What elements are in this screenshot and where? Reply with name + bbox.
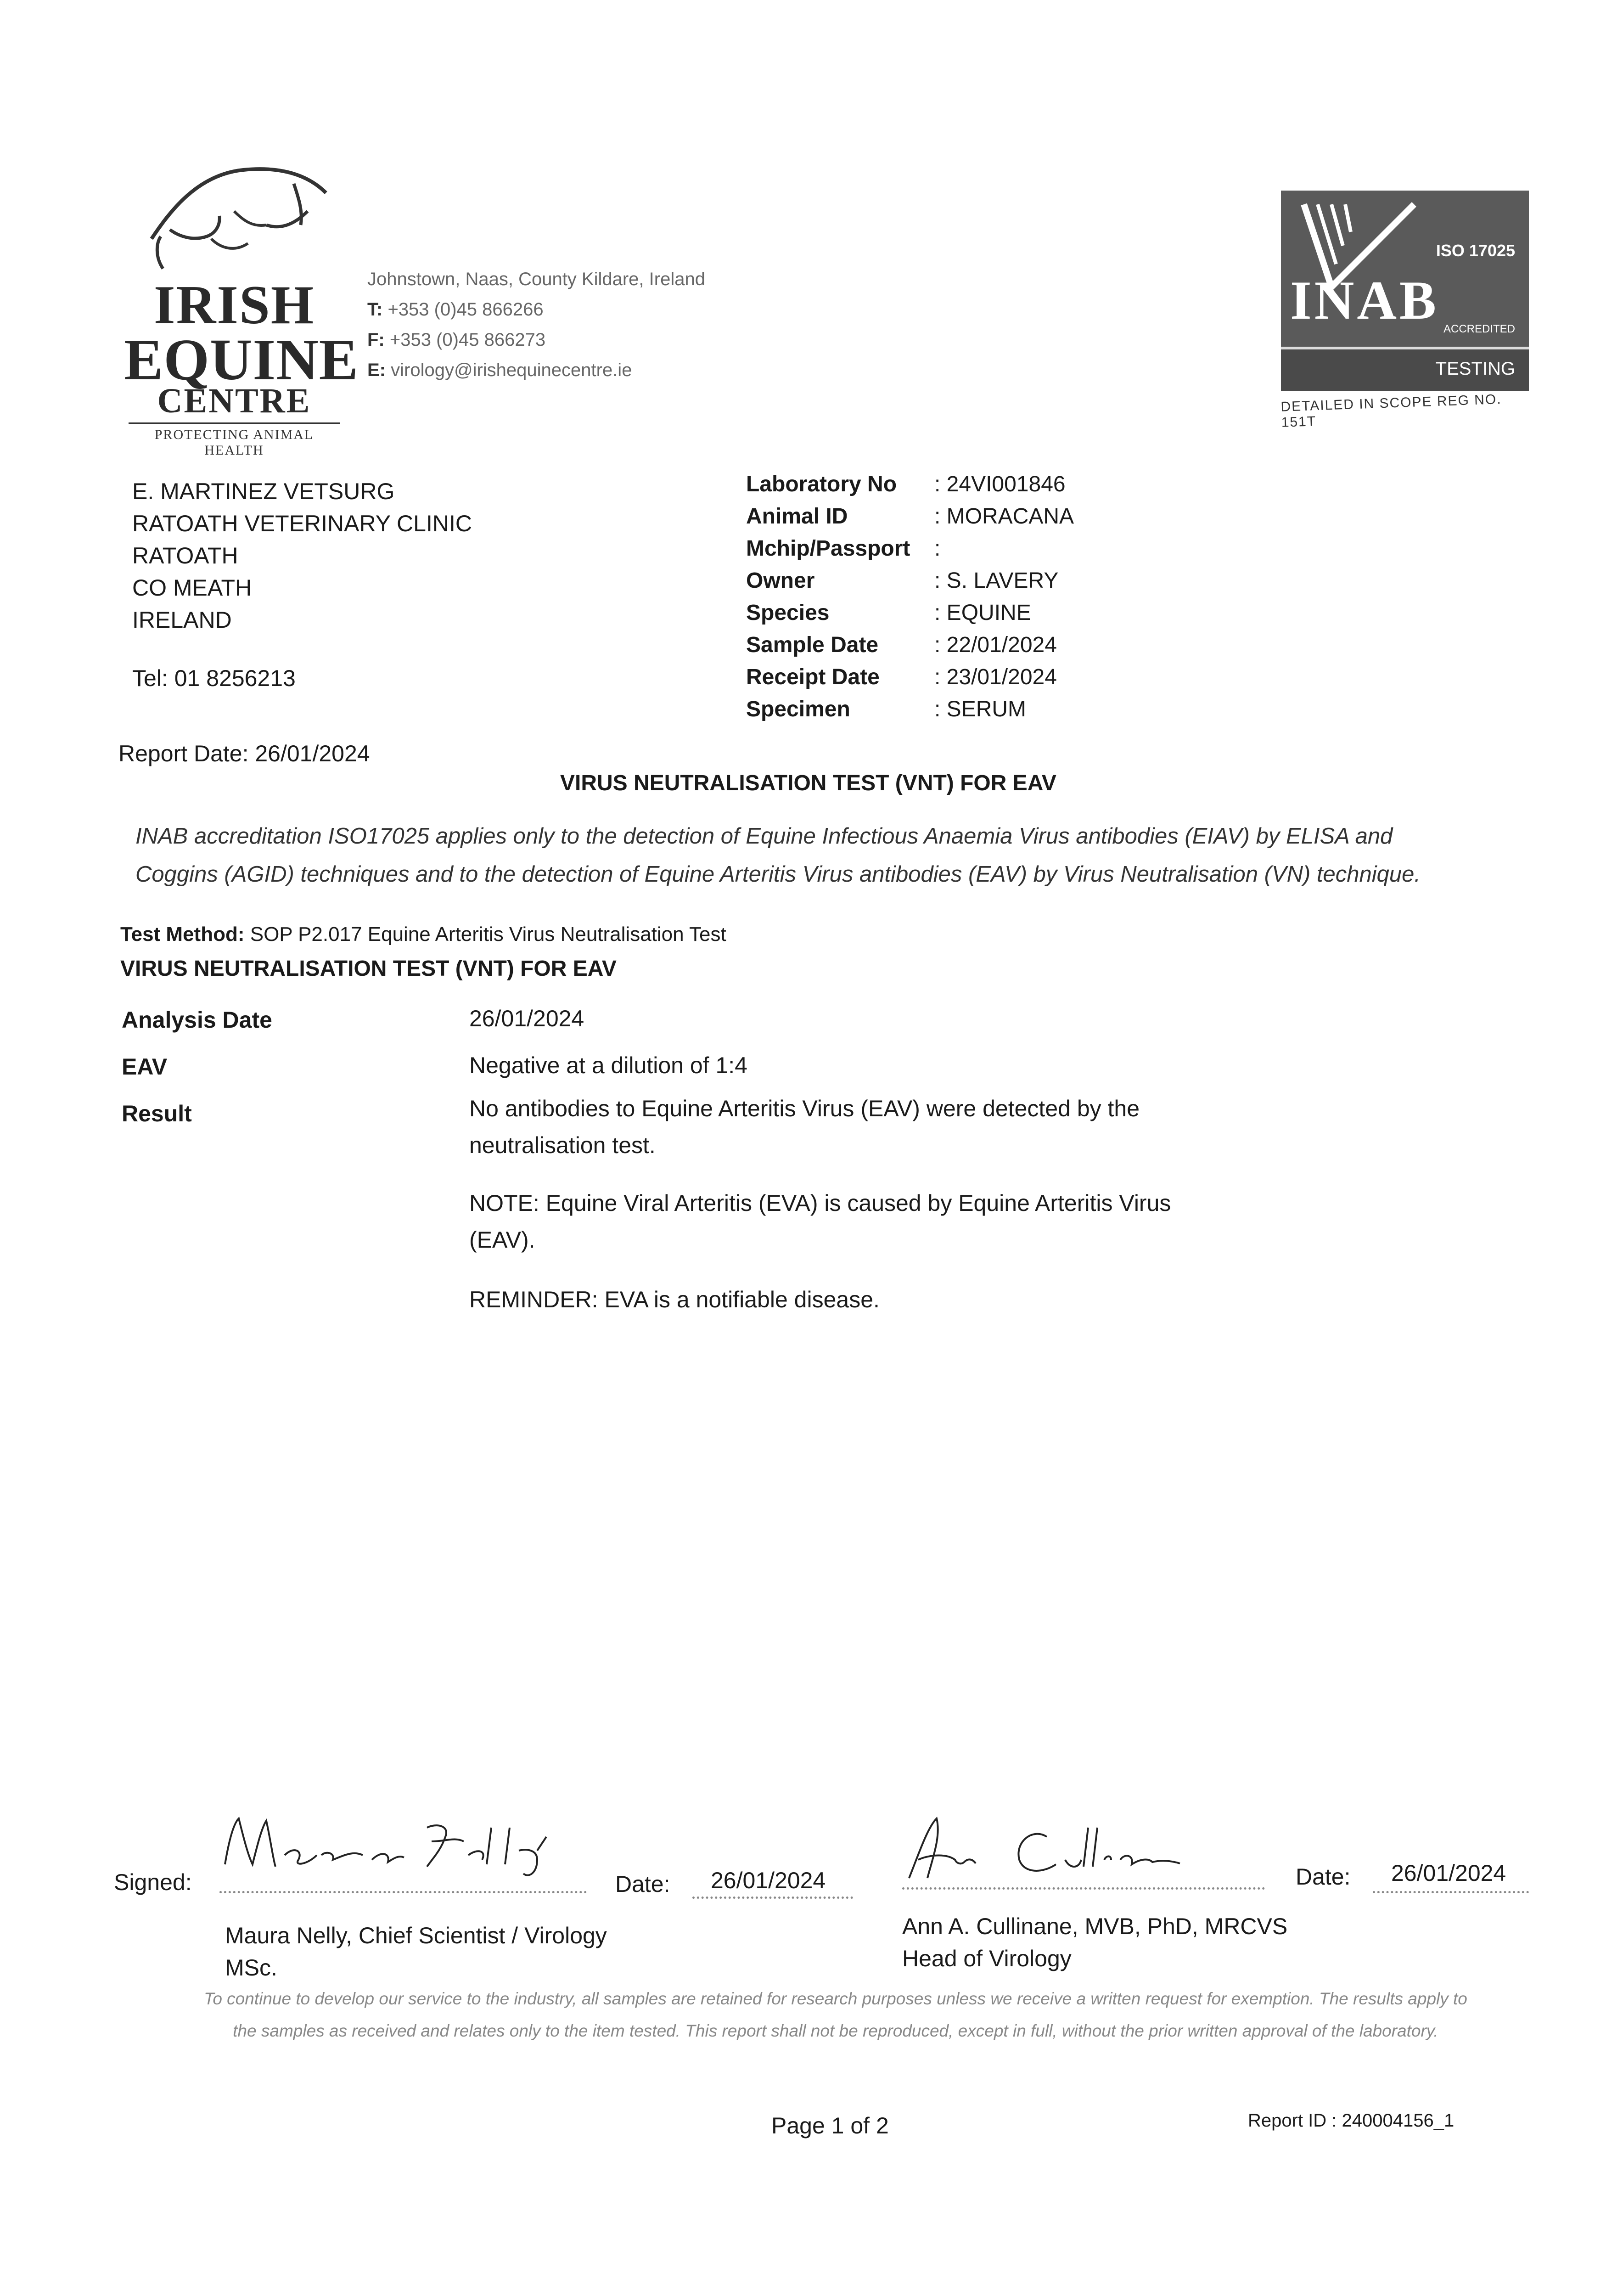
inab-testing-bar bbox=[1281, 347, 1529, 391]
contact-email bbox=[367, 355, 705, 385]
contact-phone bbox=[367, 294, 705, 325]
signature-ann-cullinane bbox=[900, 1809, 1258, 1887]
result-reminder: REMINDER: EVA is a notifiable disease. bbox=[469, 1287, 880, 1312]
address-line: IRELAND bbox=[132, 607, 232, 633]
logo-word-centre: CENTRE bbox=[157, 382, 311, 420]
irish-equine-centre-logo bbox=[124, 156, 359, 458]
report-id: Report ID : 240004156_1 bbox=[1248, 2110, 1455, 2131]
address-line: RATOATH VETERINARY CLINIC bbox=[132, 511, 472, 536]
lab-info-row bbox=[746, 661, 1074, 693]
lab-info-label: Laboratory No bbox=[746, 472, 897, 496]
signer-1 bbox=[225, 1919, 661, 1984]
signer-2-title: Head of Virology bbox=[902, 1946, 1072, 1971]
inab-accredited-label: ACCREDITED bbox=[1443, 323, 1515, 335]
result-value: No antibodies to Equine Arteritis Virus (EAV) were detected by the neutralisation test. bbox=[469, 1096, 1140, 1158]
contact-address: Johnstown, Naas, County Kildare, Ireland bbox=[367, 269, 705, 289]
logo-word-equine: EQUINE bbox=[124, 327, 359, 392]
email-value: virology@irishequinecentre.ie bbox=[391, 360, 632, 380]
email-label: E: bbox=[367, 360, 386, 380]
lab-info-value: : MORACANA bbox=[934, 504, 1074, 529]
address-line: E. MARTINEZ VETSURG bbox=[132, 478, 395, 504]
logo-tagline: PROTECTING ANIMAL HEALTH bbox=[154, 427, 314, 458]
contact-fax bbox=[367, 325, 705, 355]
signature-line-1 bbox=[219, 1891, 587, 1893]
analysis-date-label: Analysis Date bbox=[122, 1007, 272, 1033]
horse-head-icon bbox=[142, 156, 335, 276]
eav-label: EAV bbox=[122, 1054, 168, 1080]
lab-info-label: Mchip/Passport bbox=[746, 536, 910, 561]
lab-info-row bbox=[746, 468, 1074, 501]
signature-line-2 bbox=[902, 1887, 1265, 1890]
address-line: RATOATH bbox=[132, 543, 238, 568]
test-method bbox=[120, 923, 726, 946]
inab-badge-panel bbox=[1281, 191, 1529, 347]
address-line: CO MEATH bbox=[132, 575, 252, 601]
inab-brand: INAB bbox=[1290, 270, 1439, 331]
lab-info-table bbox=[746, 468, 1074, 726]
lab-info-row bbox=[746, 533, 1074, 565]
section-title: VIRUS NEUTRALISATION TEST (VNT) FOR EAV bbox=[120, 957, 617, 981]
contact-block bbox=[367, 264, 705, 385]
lab-info-value: : 24VI001846 bbox=[934, 472, 1066, 496]
disclaimer: To continue to develop our service to the industry, all samples are retained for research purposes unless we receive a written request for exemption. The results apply to the samples as received and relates only to the item tested. This report shall not be reproduced, except in full, without the prior written approval of the laboratory. bbox=[204, 1989, 1467, 2040]
test-method-value: SOP P2.017 Equine Arteritis Virus Neutralisation Test bbox=[250, 923, 726, 945]
lab-info-label: Species bbox=[746, 601, 830, 625]
lab-info-value: : 22/01/2024 bbox=[934, 633, 1057, 657]
inab-accreditation-badge bbox=[1281, 191, 1529, 388]
inab-testing-label: TESTING bbox=[1435, 359, 1515, 379]
lab-info-row bbox=[746, 629, 1074, 661]
lab-info-row bbox=[746, 501, 1074, 533]
fax-value: +353 (0)45 866273 bbox=[389, 330, 546, 350]
date-line-1 bbox=[692, 1896, 853, 1899]
signer-1-name: Maura Nelly, Chief Scientist / Virology bbox=[225, 1923, 607, 1948]
inab-accreditation-note: INAB accreditation ISO17025 applies only to the detection of Equine Infectious Anaemia Virus antibodies (EIAV) by ELISA and Coggins (AGID) techniques and to the detection of Equine Arteritis Virus antibodies (EAV) by Virus Neutralisation (VN) technique. bbox=[135, 824, 1421, 887]
recipient-tel: Tel: 01 8256213 bbox=[132, 665, 296, 691]
eav-value: Negative at a dilution of 1:4 bbox=[469, 1052, 747, 1078]
lab-info-row bbox=[746, 565, 1074, 597]
signer-2-date: 26/01/2024 bbox=[1391, 1860, 1506, 1886]
result-note: NOTE: Equine Viral Arteritis (EVA) is caused by Equine Arteritis Virus (EAV). bbox=[469, 1190, 1171, 1253]
page-number: Page 1 of 2 bbox=[771, 2113, 889, 2138]
phone-value: +353 (0)45 866266 bbox=[387, 299, 544, 320]
lab-info-value: : EQUINE bbox=[934, 601, 1031, 625]
date-label-2: Date: bbox=[1296, 1864, 1351, 1890]
signer-2-name: Ann A. Cullinane, MVB, PhD, MRCVS bbox=[902, 1913, 1288, 1939]
lab-info-row bbox=[746, 693, 1074, 726]
result-label: Result bbox=[122, 1101, 192, 1126]
lab-info-value: : S. LAVERY bbox=[934, 568, 1059, 593]
fax-label: F: bbox=[367, 330, 385, 350]
signer-2 bbox=[902, 1910, 1287, 1975]
lab-info-label: Owner bbox=[746, 568, 815, 593]
inab-scope-reg: DETAILED IN SCOPE REG NO. 151T bbox=[1280, 391, 1502, 430]
lab-info-row bbox=[746, 597, 1074, 629]
date-label-1: Date: bbox=[615, 1871, 670, 1897]
date-line-2 bbox=[1373, 1891, 1529, 1893]
lab-info-label: Specimen bbox=[746, 697, 850, 721]
analysis-date-value: 26/01/2024 bbox=[469, 1006, 584, 1031]
lab-info-label: Receipt Date bbox=[746, 665, 880, 689]
logo-word-irish: IRISH bbox=[153, 274, 315, 335]
lab-info-label: Sample Date bbox=[746, 633, 879, 657]
lab-info-value: : SERUM bbox=[934, 697, 1027, 721]
lab-info-value: : bbox=[934, 536, 941, 561]
signed-label: Signed: bbox=[114, 1869, 192, 1895]
lab-info-label: Animal ID bbox=[746, 504, 848, 529]
logo-divider bbox=[129, 422, 340, 424]
report-date: Report Date: 26/01/2024 bbox=[118, 741, 370, 766]
recipient-address bbox=[132, 475, 472, 636]
signer-1-qualification: MSc. bbox=[225, 1955, 277, 1981]
report-title: VIRUS NEUTRALISATION TEST (VNT) FOR EAV bbox=[560, 771, 1056, 795]
signature-maura-nelly bbox=[216, 1809, 578, 1878]
lab-info-value: : 23/01/2024 bbox=[934, 665, 1057, 689]
signer-1-date: 26/01/2024 bbox=[711, 1868, 826, 1893]
test-method-label: Test Method: bbox=[120, 923, 245, 945]
phone-label: T: bbox=[367, 299, 383, 320]
inab-iso-label: ISO 17025 bbox=[1436, 241, 1515, 260]
